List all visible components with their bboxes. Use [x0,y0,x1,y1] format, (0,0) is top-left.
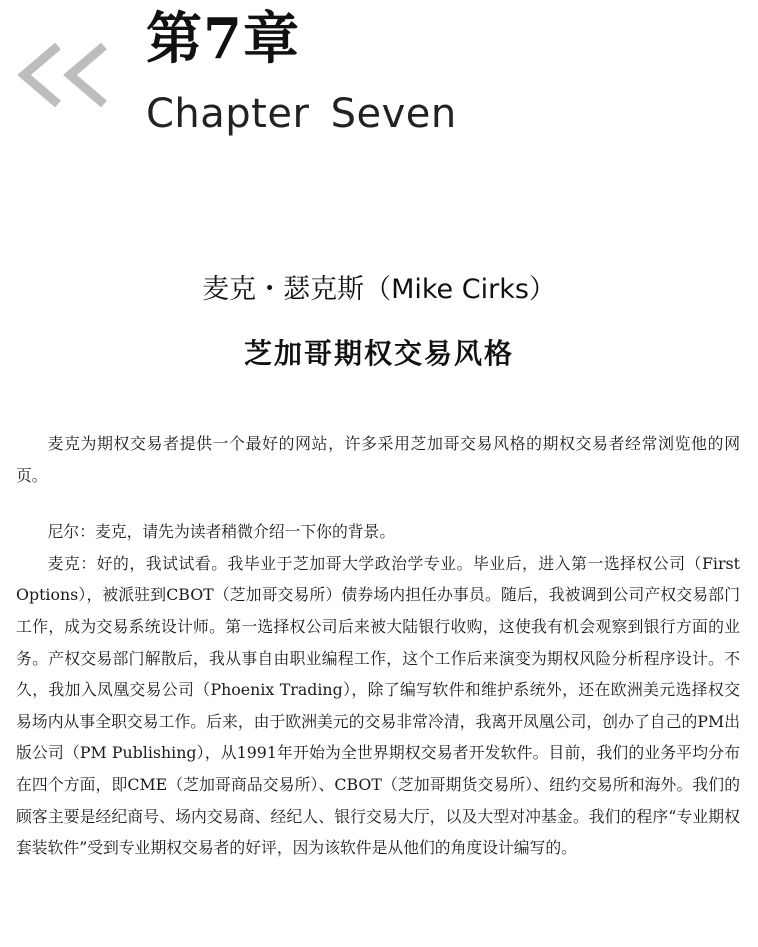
section-subtitle: 芝加哥期权交易风格 [243,337,514,370]
interview-question: 尼尔：麦克，请先为读者稍微介绍一下你的背景。 [47,522,396,542]
interview-answer: 麦克：好的，我试试看。我毕业于芝加哥大学政治学专业。毕业后，进入第一选择权公司（First Options），被派驻到CBOT（芝加哥交易所）债券场内担任办事员。随后，我被调到公司产权交易部门工作，成为交易系统设计师。第一选择权公司后来被大陆银行收购，这使我有机会观察到银行方面的业务。产权交易部门解散后，我从事自由职业编程工作，这个工作后来演变为期权风险分析程序设计。不久，我加入凤凰交易公司（Phoenix Trading），除了编写软件和维护系统外，还在欧洲美元选择权交易场内从事全职交易工作。后来，由于欧洲美元的交易非常冷清，我离开凤凰公司，创办了自己的PM出版公司（PM Publishing），从1991年开始为全世界期权交易者开发软件。目前，我们的业务平均分布在四个方面，即CME（芝加哥商品交易所）、CBOT（芝加哥期货交易所）、纽约交易所和海外。我们的顾客主要是经纪商号、场内交易商、经纪人、银行交易大厅，以及大型对冲基金。我们的程序“专业期权套装软件”受到专业期权交易者的好评，因为该软件是从他们的角度设计编写的。 [16,553,740,858]
double-chevron-left-icon [18,42,110,108]
intro-paragraph: 麦克为期权交易者提供一个最好的网站，许多采用芝加哥交易风格的期权交易者经常浏览他的网页。 [16,434,740,485]
section-title: 麦克・瑟克斯（Mike Cirks） [202,274,556,305]
chapter-number: 第7章 [146,6,300,72]
chapter-english-title: Chapter Seven [146,91,457,137]
body-text [16,428,740,864]
